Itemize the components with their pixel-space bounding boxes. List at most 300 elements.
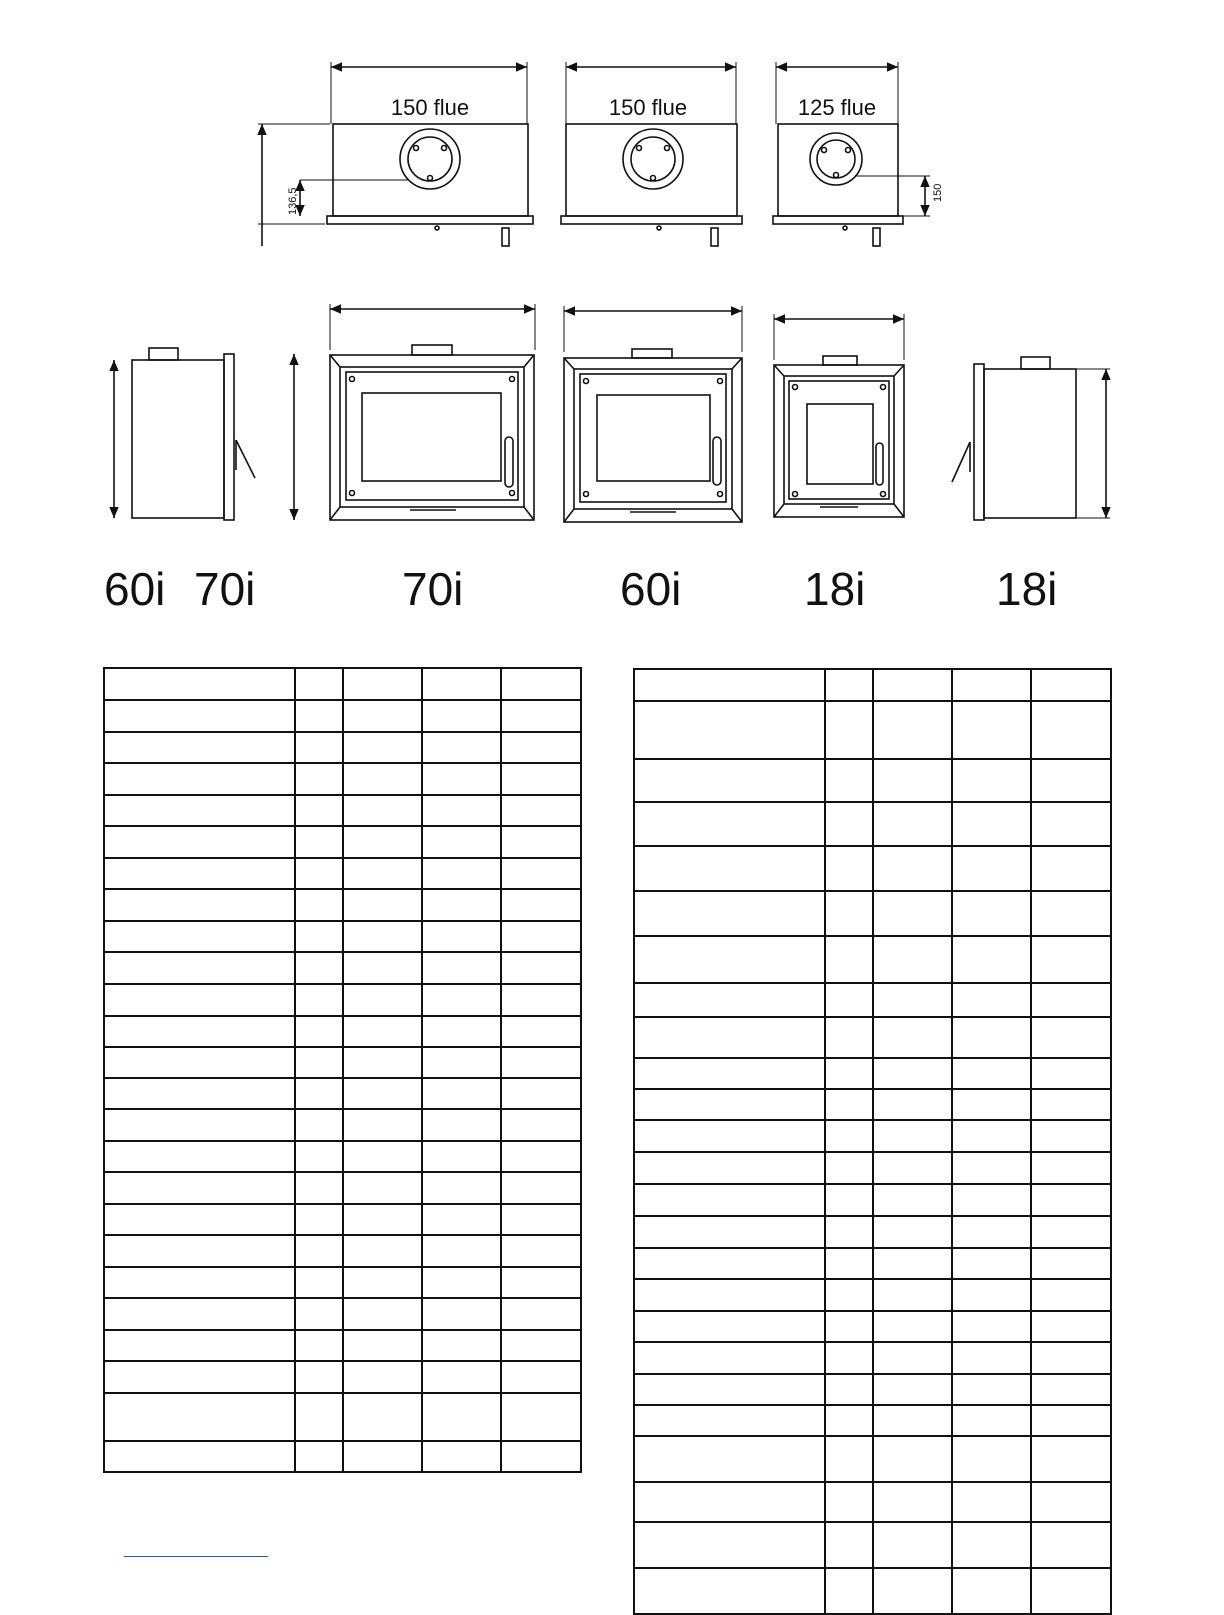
spec-table-right-cell (634, 1436, 825, 1482)
spec-table-right-cell (634, 1058, 825, 1089)
spec-table-right-cell (1031, 846, 1111, 891)
spec-table-right-cell (1031, 1279, 1111, 1311)
spec-table-right-cell (1031, 1184, 1111, 1216)
spec-table-right-cell (1031, 1568, 1111, 1614)
spec-table-right-cell (634, 1089, 825, 1120)
spec-table-right-row (634, 1248, 1111, 1279)
flue-label-18i: 125 flue (797, 95, 877, 120)
spec-table-left-cell (422, 984, 501, 1016)
spec-table-left-cell (295, 1109, 343, 1141)
spec-table-left-cell (501, 1204, 581, 1235)
spec-table-left-cell (295, 921, 343, 952)
spec-table-left-cell (422, 1235, 501, 1267)
spec-table-right-cell (825, 983, 873, 1017)
spec-table-left-cell (501, 858, 581, 889)
spec-table-left-cell (422, 858, 501, 889)
spec-table-left-cell (501, 1267, 581, 1298)
spec-table-right-cell (825, 1017, 873, 1058)
spec-table-right-cell (634, 936, 825, 983)
spec-table-left-row (104, 763, 581, 795)
spec-table-right-row (634, 846, 1111, 891)
front-view-70i (294, 304, 535, 520)
spec-table-left-row (104, 1078, 581, 1109)
side-view-18i (952, 357, 1110, 520)
flue-label-70i: 150 flue (390, 95, 470, 120)
spec-table-right-cell (1031, 759, 1111, 802)
spec-table-left-row (104, 1235, 581, 1267)
spec-table-left (103, 667, 582, 1473)
spec-table-left-cell (422, 1172, 501, 1204)
spec-table-right-cell (1031, 1248, 1111, 1279)
spec-table-right-cell (825, 1482, 873, 1522)
spec-table-right-cell (952, 1482, 1031, 1522)
spec-table-left-cell (501, 984, 581, 1016)
spec-table-right-cell (825, 1374, 873, 1405)
spec-table-right-cell (952, 1279, 1031, 1311)
spec-table-left-cell (343, 1235, 422, 1267)
spec-table-left-row (104, 1109, 581, 1141)
spec-table-left-cell (343, 1361, 422, 1393)
spec-table-right-cell (825, 1058, 873, 1089)
spec-table-right-row (634, 936, 1111, 983)
spec-table-left-cell (343, 1298, 422, 1330)
spec-table-left-cell (501, 1393, 581, 1441)
spec-table-left-cell (295, 1235, 343, 1267)
spec-table-left-cell (104, 1109, 295, 1141)
spec-table-left-row (104, 1361, 581, 1393)
spec-table-left-cell (104, 1267, 295, 1298)
spec-table-right-cell (952, 1120, 1031, 1152)
spec-table-right-cell (873, 936, 952, 983)
spec-table-left-cell (422, 1109, 501, 1141)
spec-table-right-cell (1031, 1374, 1111, 1405)
spec-table-right-cell (873, 1522, 952, 1568)
spec-table-left-cell (501, 1298, 581, 1330)
spec-table-right-row (634, 983, 1111, 1017)
spec-table-right-row (634, 1058, 1111, 1089)
spec-table-right-cell (825, 1248, 873, 1279)
spec-table-right-cell (825, 1120, 873, 1152)
spec-table-right-cell (634, 1017, 825, 1058)
spec-table-left-cell (295, 732, 343, 763)
spec-table-right-cell (952, 891, 1031, 936)
spec-table-right-cell (873, 1342, 952, 1374)
spec-table-left-cell (295, 1330, 343, 1361)
spec-table-left-cell (343, 952, 422, 984)
spec-table-right-row (634, 1405, 1111, 1436)
spec-table-right-cell (634, 1184, 825, 1216)
spec-table-right-cell (952, 1152, 1031, 1184)
spec-table-right-cell (952, 669, 1031, 701)
spec-table-left-cell (295, 889, 343, 921)
spec-table-right-cell (634, 1120, 825, 1152)
spec-table-right-cell (1031, 1058, 1111, 1089)
spec-table-right-row (634, 1522, 1111, 1568)
spec-table-left-cell (422, 826, 501, 858)
spec-table-right-cell (952, 759, 1031, 802)
spec-table-right-cell (634, 846, 825, 891)
spec-table-right-row (634, 1482, 1111, 1522)
spec-table-left-cell (343, 826, 422, 858)
spec-table-right-cell (952, 802, 1031, 846)
spec-table-left-cell (295, 1172, 343, 1204)
spec-table-right-cell (1031, 669, 1111, 701)
model-label-front-60i: 60i (620, 563, 682, 615)
spec-table-left-cell (104, 795, 295, 826)
spec-table-left-row (104, 921, 581, 952)
spec-table-left-cell (295, 1047, 343, 1078)
spec-table-right-cell (873, 1436, 952, 1482)
spec-table-right-cell (825, 759, 873, 802)
spec-table-left-cell (343, 1078, 422, 1109)
spec-table-left-cell (343, 763, 422, 795)
spec-table-right-row (634, 1568, 1111, 1614)
spec-table-right-cell (1031, 1216, 1111, 1248)
spec-table-left-cell (501, 921, 581, 952)
spec-table-left-cell (295, 700, 343, 732)
spec-table-left-cell (422, 1393, 501, 1441)
spec-table-right-cell (1031, 1436, 1111, 1482)
spec-table-left-cell (104, 1016, 295, 1047)
spec-table-left-cell (501, 700, 581, 732)
spec-table-left-cell (295, 1361, 343, 1393)
spec-table-left-cell (295, 668, 343, 700)
spec-table-right-cell (873, 1374, 952, 1405)
spec-table-right-cell (873, 1089, 952, 1120)
spec-table-right-cell (634, 802, 825, 846)
spec-table-right-cell (952, 1017, 1031, 1058)
spec-table-right-cell (825, 1568, 873, 1614)
spec-table-right-cell (825, 1436, 873, 1482)
spec-table-left-cell (295, 826, 343, 858)
spec-table-right-cell (952, 846, 1031, 891)
spec-table-right-cell (873, 1568, 952, 1614)
spec-table-left-cell (295, 1441, 343, 1472)
spec-table-right-cell (952, 1568, 1031, 1614)
spec-table-left-cell (422, 1267, 501, 1298)
spec-table-right-cell (952, 1405, 1031, 1436)
spec-table-left-cell (295, 858, 343, 889)
spec-table-left-cell (104, 921, 295, 952)
top-view-18i (773, 62, 930, 246)
spec-table-right-cell (873, 1017, 952, 1058)
spec-table-right-cell (1031, 983, 1111, 1017)
dim-150-label: 150 (932, 183, 944, 202)
spec-table-left-cell (104, 1172, 295, 1204)
spec-table-left-cell (295, 1267, 343, 1298)
spec-table-right-cell (952, 1089, 1031, 1120)
spec-table-left-cell (295, 1141, 343, 1172)
spec-table-left-cell (343, 795, 422, 826)
spec-table-left-row (104, 700, 581, 732)
model-label-front-70i: 70i (402, 563, 464, 615)
spec-table-right-cell (873, 802, 952, 846)
spec-table-right-row (634, 802, 1111, 846)
spec-table-right-row (634, 1216, 1111, 1248)
spec-table-left-row (104, 732, 581, 763)
spec-table-left-cell (422, 1441, 501, 1472)
spec-table-right-cell (1031, 1089, 1111, 1120)
spec-table-left-cell (343, 1267, 422, 1298)
spec-table-left-cell (343, 700, 422, 732)
spec-table-left-cell (295, 1393, 343, 1441)
dim-136-5-label: 136,5 (287, 187, 299, 215)
spec-table-left-cell (104, 1141, 295, 1172)
spec-table-left-cell (501, 1235, 581, 1267)
spec-table-right-cell (952, 701, 1031, 759)
spec-table-right-cell (634, 1279, 825, 1311)
spec-table-left-cell (343, 1016, 422, 1047)
spec-table-left-cell (104, 1047, 295, 1078)
model-label-side-60i: 60i (104, 563, 166, 615)
spec-table-right-cell (873, 1482, 952, 1522)
spec-table-right-cell (825, 1089, 873, 1120)
spec-table-left-cell (104, 1393, 295, 1441)
spec-table-right-cell (1031, 802, 1111, 846)
spec-table-left-cell (422, 1330, 501, 1361)
spec-table-left-cell (501, 1172, 581, 1204)
spec-table-right-cell (873, 1216, 952, 1248)
spec-table-left-cell (343, 1393, 422, 1441)
spec-table-right-row (634, 759, 1111, 802)
spec-table-left-cell (501, 795, 581, 826)
spec-table-left-cell (422, 763, 501, 795)
front-view-18i (774, 314, 904, 517)
spec-table-left-cell (295, 1298, 343, 1330)
top-view-60i (561, 62, 742, 246)
spec-table-left-cell (422, 795, 501, 826)
spec-table-right (633, 668, 1112, 1615)
spec-table-right-cell (1031, 1522, 1111, 1568)
spec-table-right-cell (1031, 891, 1111, 936)
spec-table-right-row (634, 1342, 1111, 1374)
spec-table-right-cell (952, 1216, 1031, 1248)
spec-table-right-cell (873, 1152, 952, 1184)
spec-table-left-cell (422, 700, 501, 732)
spec-table-right-cell (952, 1436, 1031, 1482)
front-view-60i (564, 306, 742, 522)
spec-table-right-cell (634, 1522, 825, 1568)
spec-table-right-row (634, 1152, 1111, 1184)
spec-table-right-row (634, 891, 1111, 936)
spec-table-left-cell (422, 921, 501, 952)
spec-table-left-row (104, 1204, 581, 1235)
spec-table-left-cell (501, 952, 581, 984)
spec-table-right-cell (825, 1311, 873, 1342)
spec-table-right-row (634, 701, 1111, 759)
technical-drawings (0, 0, 1224, 640)
spec-table-left-cell (501, 763, 581, 795)
spec-table-left-row (104, 1441, 581, 1472)
spec-table-left-cell (343, 1204, 422, 1235)
spec-table-left-row (104, 1047, 581, 1078)
spec-table-left-cell (501, 1109, 581, 1141)
spec-table-left-cell (422, 732, 501, 763)
spec-table-left-cell (104, 889, 295, 921)
spec-table-right-row (634, 1017, 1111, 1058)
spec-table-left-cell (422, 1078, 501, 1109)
side-view-60i-70i (114, 348, 255, 520)
spec-table-right-cell (1031, 1017, 1111, 1058)
spec-table-left-row (104, 1016, 581, 1047)
spec-table-right-cell (634, 701, 825, 759)
spec-table-right-cell (873, 1248, 952, 1279)
spec-table-right-row (634, 1089, 1111, 1120)
spec-table-right-cell (825, 1342, 873, 1374)
spec-table-right-cell (1031, 1342, 1111, 1374)
spec-table-right-cell (825, 701, 873, 759)
spec-table-left-row (104, 984, 581, 1016)
spec-table-right-cell (873, 846, 952, 891)
spec-table-right-cell (634, 983, 825, 1017)
spec-table-right-cell (1031, 1152, 1111, 1184)
spec-table-left-cell (422, 1361, 501, 1393)
spec-table-right-cell (952, 1522, 1031, 1568)
spec-table-left-cell (501, 826, 581, 858)
spec-table-right-cell (825, 1216, 873, 1248)
spec-table-left-cell (104, 984, 295, 1016)
spec-table-left-cell (422, 1298, 501, 1330)
spec-table-left-row (104, 1330, 581, 1361)
model-label-side-18i: 18i (996, 563, 1058, 615)
spec-table-left-cell (104, 1078, 295, 1109)
spec-table-right-cell (952, 983, 1031, 1017)
spec-table-left-cell (422, 889, 501, 921)
spec-table-right-cell (873, 891, 952, 936)
footer-link-underline[interactable] (124, 1556, 268, 1557)
spec-table-right-cell (634, 1568, 825, 1614)
spec-table-left-cell (501, 1078, 581, 1109)
top-view-70i (258, 62, 533, 246)
spec-table-left-cell (501, 1441, 581, 1472)
spec-table-left-cell (295, 1078, 343, 1109)
spec-table-right-cell (825, 1184, 873, 1216)
spec-table-right-cell (873, 1058, 952, 1089)
model-label-front-18i: 18i (804, 563, 866, 615)
spec-table-right-cell (634, 1405, 825, 1436)
model-label-side-70i: 70i (194, 563, 256, 615)
spec-table-right-row (634, 1120, 1111, 1152)
spec-table-right-cell (634, 759, 825, 802)
spec-table-left-cell (343, 889, 422, 921)
spec-table-left-cell (501, 732, 581, 763)
spec-table-right-cell (825, 1152, 873, 1184)
spec-table-left-cell (501, 889, 581, 921)
spec-table-left-row (104, 1393, 581, 1441)
spec-table-right-cell (1031, 701, 1111, 759)
spec-table-right-cell (1031, 1120, 1111, 1152)
spec-table-left-cell (104, 700, 295, 732)
spec-table-left-row (104, 668, 581, 700)
spec-table-left-row (104, 952, 581, 984)
spec-table-left-cell (501, 1330, 581, 1361)
spec-table-right-cell (825, 1522, 873, 1568)
spec-table-left-cell (104, 1204, 295, 1235)
spec-table-right-row (634, 1374, 1111, 1405)
spec-table-left-cell (501, 668, 581, 700)
spec-table-left-cell (343, 1172, 422, 1204)
spec-table-right-cell (634, 1152, 825, 1184)
spec-table-left-cell (343, 1109, 422, 1141)
spec-table-right-cell (873, 1120, 952, 1152)
spec-table-right-cell (1031, 1405, 1111, 1436)
spec-table-right-cell (873, 669, 952, 701)
spec-table-left-cell (343, 921, 422, 952)
spec-table-left-cell (295, 952, 343, 984)
spec-table-right-cell (1031, 936, 1111, 983)
spec-table-left-cell (104, 1235, 295, 1267)
spec-table-right-cell (825, 891, 873, 936)
spec-table-right-cell (634, 1311, 825, 1342)
spec-table-right-cell (1031, 1311, 1111, 1342)
spec-table-right-row (634, 1436, 1111, 1482)
spec-table-left-cell (343, 1441, 422, 1472)
spec-table-left-row (104, 1298, 581, 1330)
spec-table-left-cell (422, 668, 501, 700)
spec-table-left-row (104, 795, 581, 826)
spec-table-right-cell (952, 1342, 1031, 1374)
spec-table-left-cell (295, 1016, 343, 1047)
spec-table-right-cell (1031, 1482, 1111, 1522)
spec-table-right-cell (825, 936, 873, 983)
spec-table-right-cell (873, 1184, 952, 1216)
spec-table-right-cell (873, 1311, 952, 1342)
spec-table-right-cell (825, 669, 873, 701)
spec-table-left-cell (295, 795, 343, 826)
spec-table-right-cell (634, 1374, 825, 1405)
spec-table-left-cell (104, 1361, 295, 1393)
spec-table-left-cell (422, 1016, 501, 1047)
spec-table-left-cell (104, 858, 295, 889)
spec-table-left-cell (104, 763, 295, 795)
spec-table-right-cell (873, 701, 952, 759)
spec-table-left-cell (501, 1047, 581, 1078)
spec-table-left-cell (104, 732, 295, 763)
spec-table-left-cell (501, 1016, 581, 1047)
spec-table-left-cell (343, 668, 422, 700)
spec-table-right-cell (825, 1279, 873, 1311)
spec-table-right-cell (825, 1405, 873, 1436)
spec-table-left-cell (343, 984, 422, 1016)
spec-table-left-cell (343, 732, 422, 763)
spec-table-right-cell (952, 1184, 1031, 1216)
spec-table-left-cell (422, 1047, 501, 1078)
spec-table-left-row (104, 1172, 581, 1204)
spec-table-right-cell (825, 846, 873, 891)
spec-table-right-row (634, 1184, 1111, 1216)
spec-table-left-cell (343, 1141, 422, 1172)
spec-table-left-cell (295, 763, 343, 795)
spec-table-left-row (104, 826, 581, 858)
spec-table-left-cell (104, 1330, 295, 1361)
spec-table-right-cell (634, 1248, 825, 1279)
spec-table-right-cell (634, 1342, 825, 1374)
spec-table-right-cell (873, 1405, 952, 1436)
spec-table-right-cell (634, 1216, 825, 1248)
spec-table-left-cell (501, 1141, 581, 1172)
spec-table-right-cell (634, 1482, 825, 1522)
spec-table-left-row (104, 858, 581, 889)
spec-table-right-cell (952, 936, 1031, 983)
spec-table-right-cell (634, 669, 825, 701)
spec-table-left-row (104, 889, 581, 921)
spec-table-left-cell (104, 668, 295, 700)
flue-label-60i: 150 flue (608, 95, 688, 120)
spec-table-left-cell (422, 1204, 501, 1235)
spec-table-right-cell (634, 891, 825, 936)
spec-table-right-cell (952, 1311, 1031, 1342)
spec-table-left-cell (295, 1204, 343, 1235)
